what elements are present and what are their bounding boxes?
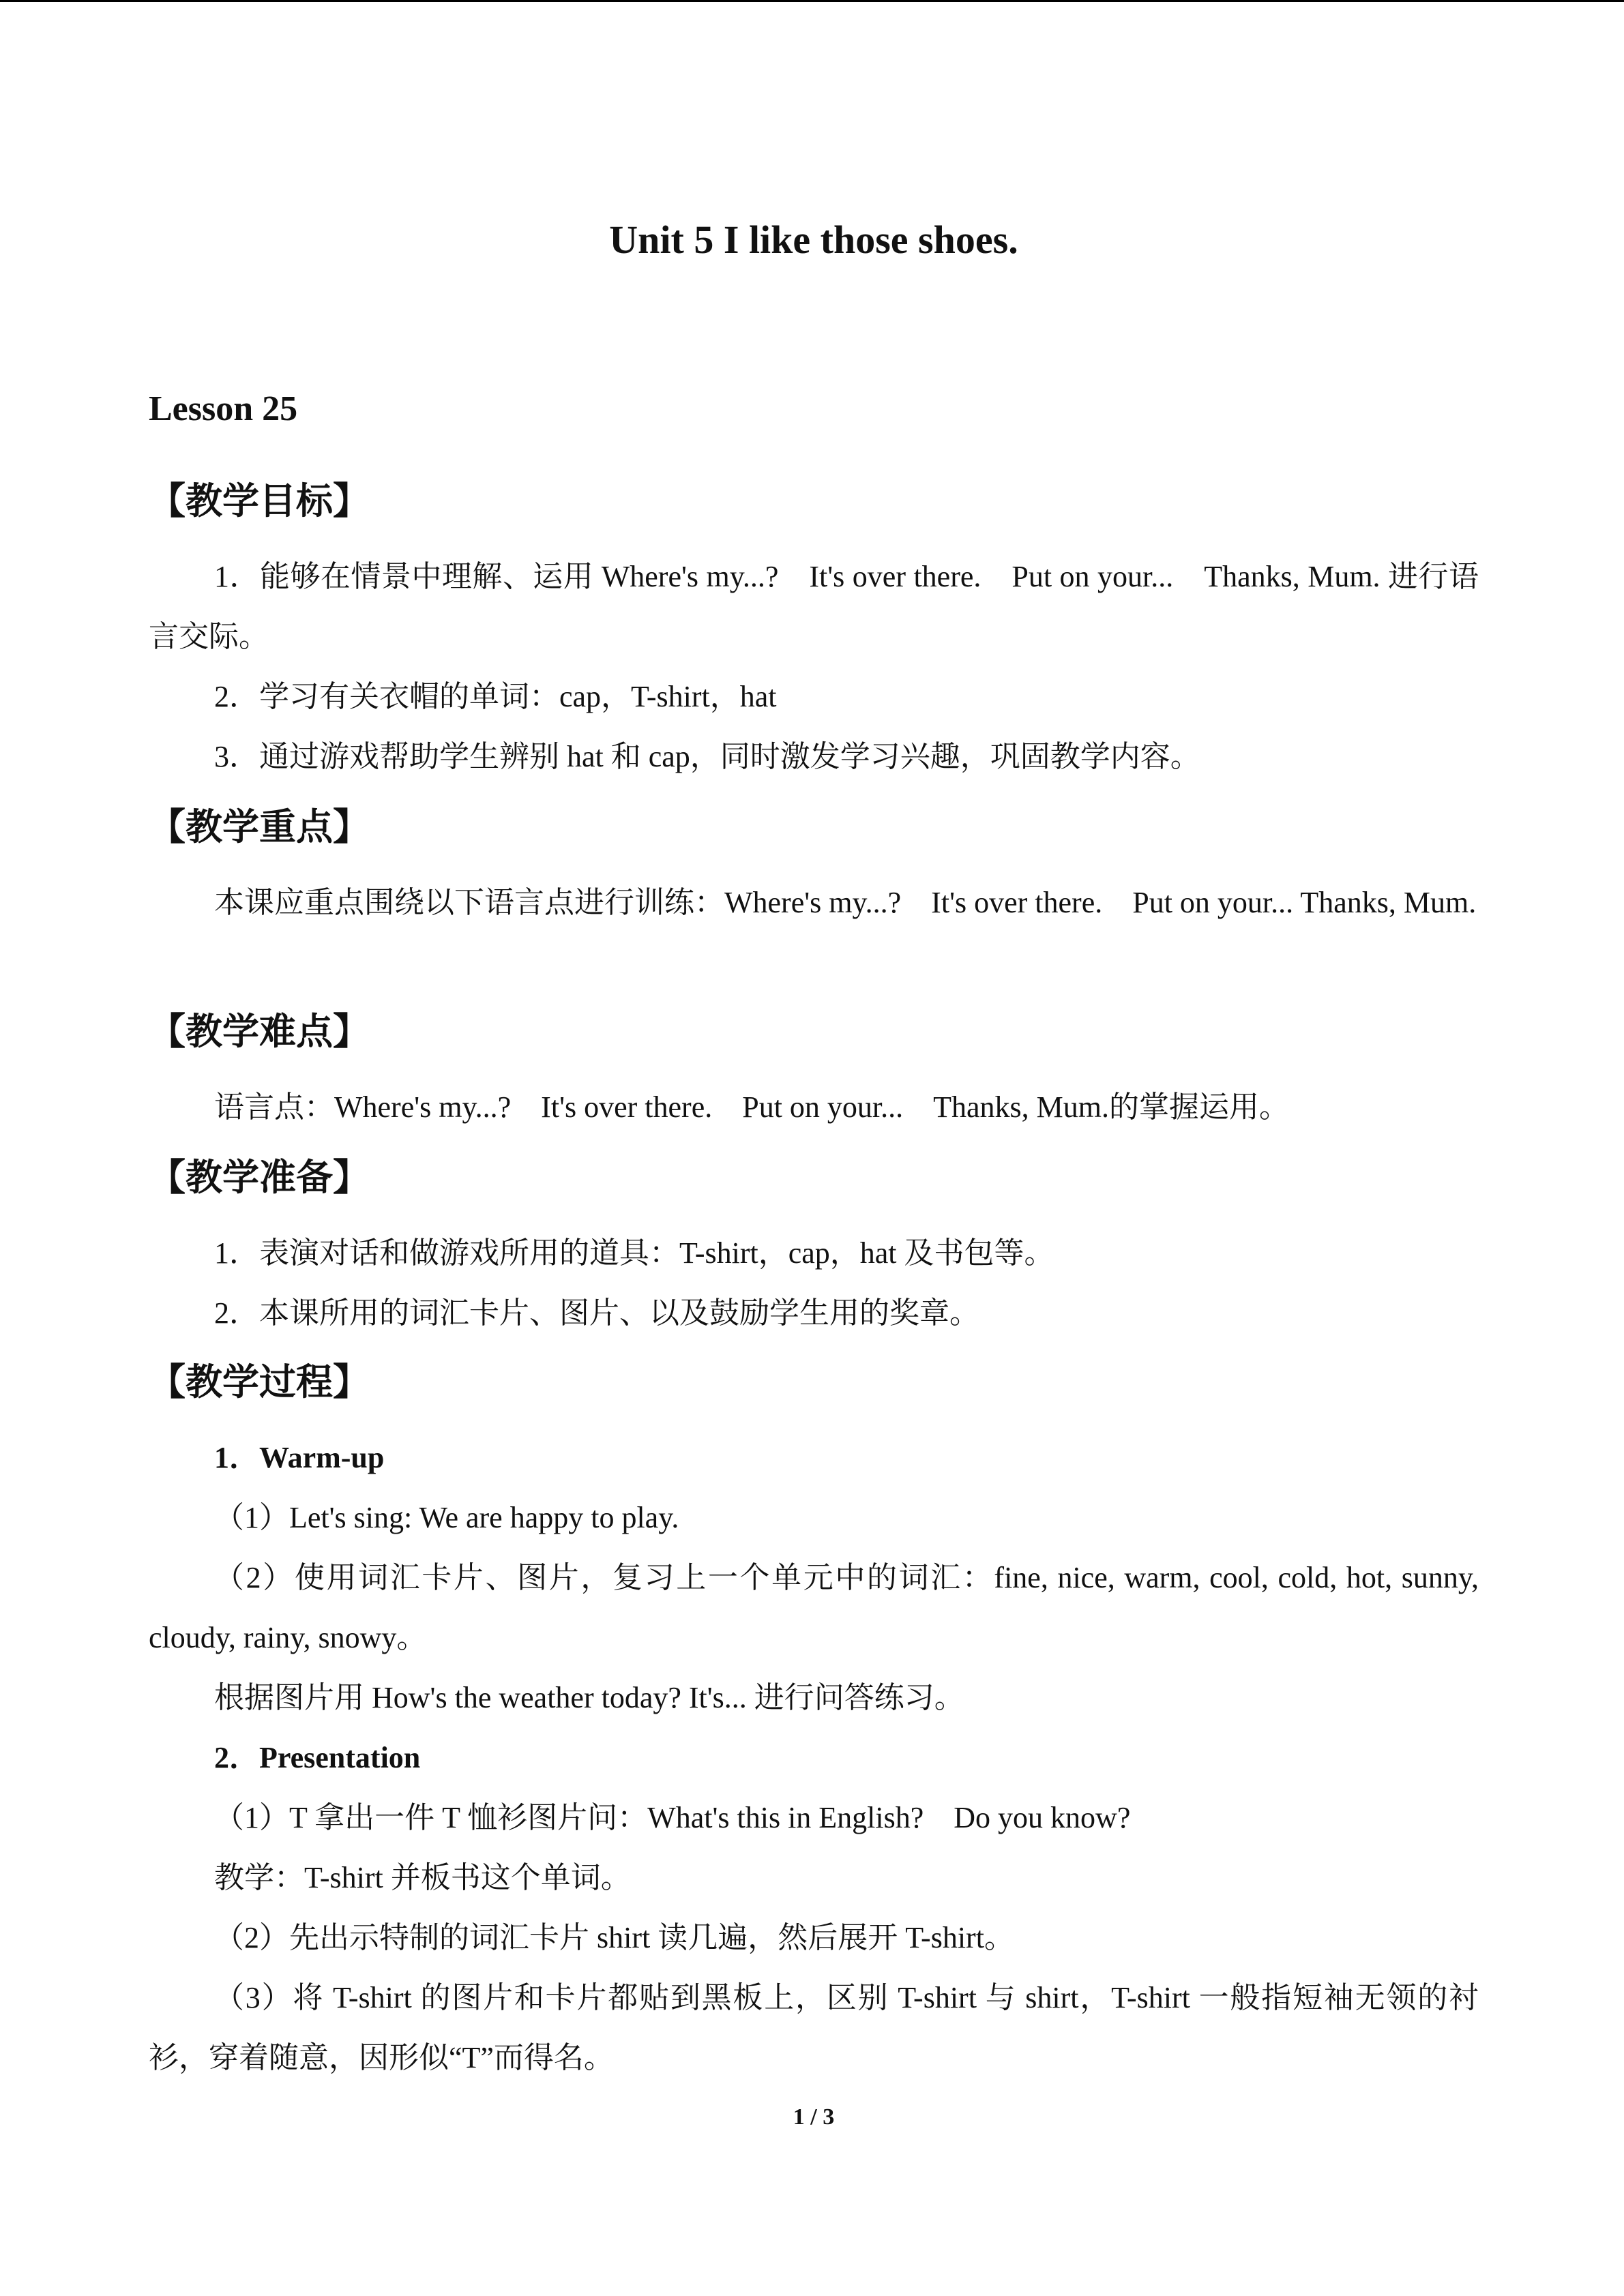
presentation-item-3: （2）先出示特制的词汇卡片 shirt 读几遍，然后展开 T-shirt。 (214, 1921, 1014, 1954)
presentation-title-text: 2．Presentation (214, 1741, 421, 1774)
warmup-title (149, 1428, 1479, 1488)
preparation-item-2: 2．本课所用的词汇卡片、图片、以及鼓励学生用的奖章。 (214, 1296, 979, 1330)
section-heading-preparation: 【教学准备】 (149, 1156, 370, 1199)
page-number: 1 / 3 (793, 2104, 835, 2130)
section-heading-process: 【教学过程】 (149, 1360, 370, 1403)
presentation-item-4: （3）将 T-shirt 的图片和卡片都贴到黑板上，区别 T-shirt 与 shirt，T-shirt 一般指短袖无领的衬衫，穿着随意，因形似“T”而得名。 (149, 1981, 1479, 2074)
warmup-title-text: 1．Warm-up (214, 1441, 385, 1474)
goal-item-3: 3．通过游戏帮助学生辨别 hat 和 cap，同时激发学习兴趣，巩固教学内容。 (214, 740, 1200, 773)
presentation-item-1: （1）T 拿出一件 T 恤衫图片问：What's this in English? Do you know? (214, 1801, 1131, 1834)
difficulties-text: 语言点：Where's my...? It's over there. Put on your... Thanks, Mum.的掌握运用。 (214, 1090, 1290, 1124)
section-heading-key-points: 【教学重点】 (149, 805, 370, 848)
section-heading-difficulties: 【教学难点】 (149, 1010, 370, 1053)
document-page (149, 0, 1479, 2296)
goal-item-2: 2．学习有关衣帽的单词：cap，T-shirt，hat (214, 680, 777, 713)
goal-item-1: 1．能够在情景中理解、运用 Where's my...? It's over there. Put on your... Thanks, Mum. 进行语言交际。 (149, 560, 1479, 653)
preparation-item-1: 1．表演对话和做游戏所用的道具：T-shirt，cap，hat 及书包等。 (214, 1236, 1054, 1270)
lesson-heading: Lesson 25 (149, 389, 298, 428)
warmup-item-2: （2）使用词汇卡片、图片，复习上一个单元中的词汇：fine, nice, warm, cool, cold, hot, sunny, cloudy, rainy, snowy。 (149, 1561, 1479, 1654)
presentation-title (149, 1728, 1479, 1788)
warmup-item-1: （1）Let's sing: We are happy to play. (214, 1501, 679, 1534)
section-heading-goals: 【教学目标】 (149, 479, 370, 522)
document-title: Unit 5 I like those shoes. (609, 218, 1018, 262)
warmup-item-3: 根据图片用 How's the weather today? It's... 进行问答练习。 (214, 1681, 964, 1714)
presentation-item-2: 教学：T-shirt 并板书这个单词。 (214, 1861, 631, 1894)
key-points-text: 本课应重点围绕以下语言点进行训练：Where's my...? It's over there. Put on your... Thanks, Mum. (214, 886, 1477, 919)
